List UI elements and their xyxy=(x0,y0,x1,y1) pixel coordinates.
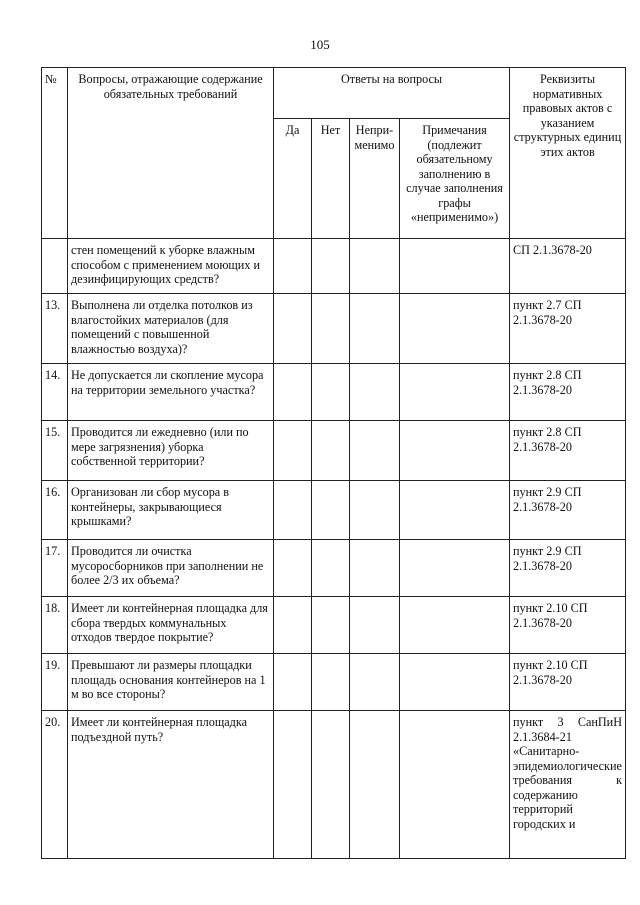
notes-cell[interactable] xyxy=(400,540,510,597)
page-number: 105 xyxy=(310,37,330,52)
table-body xyxy=(42,239,626,859)
row-question: Имеет ли контейнерная площадка подъездной путь? xyxy=(68,711,274,859)
header-answers: Ответы на вопросы xyxy=(274,68,510,119)
row-requisites: пункт 2.9 СП 2.1.3678-20 xyxy=(510,481,626,540)
header-row-top xyxy=(42,68,626,119)
row-requisites: пункт 2.7 СП 2.1.3678-20 xyxy=(510,294,626,364)
row-requisites: пункт 2.10 СП 2.1.3678-20 xyxy=(510,654,626,711)
table-row xyxy=(42,540,626,597)
table-row xyxy=(42,654,626,711)
notes-cell[interactable] xyxy=(400,481,510,540)
row-question: Проводится ли очистка мусоросборников при заполнении не более 2/3 их объема? xyxy=(68,540,274,597)
answer-no-cell[interactable] xyxy=(312,239,350,294)
answer-no-cell[interactable] xyxy=(312,654,350,711)
row-number: 16. xyxy=(42,481,68,540)
answer-yes-cell[interactable] xyxy=(274,597,312,654)
row-number: 17. xyxy=(42,540,68,597)
answer-no-cell[interactable] xyxy=(312,421,350,481)
answer-yes-cell[interactable] xyxy=(274,239,312,294)
checklist-table xyxy=(41,67,626,859)
answer-na-cell[interactable] xyxy=(350,294,400,364)
row-number: 19. xyxy=(42,654,68,711)
answer-yes-cell[interactable] xyxy=(274,711,312,859)
answer-yes-cell[interactable] xyxy=(274,421,312,481)
header-no: Нет xyxy=(312,119,350,239)
answer-na-cell[interactable] xyxy=(350,364,400,421)
row-question: стен помещений к уборке влажным способом с применением моющих и дезинфицирующих средств? xyxy=(68,239,274,294)
row-number: 14. xyxy=(42,364,68,421)
answer-na-cell[interactable] xyxy=(350,711,400,859)
answer-yes-cell[interactable] xyxy=(274,294,312,364)
answer-no-cell[interactable] xyxy=(312,540,350,597)
row-number: 13. xyxy=(42,294,68,364)
notes-cell[interactable] xyxy=(400,364,510,421)
answer-no-cell[interactable] xyxy=(312,711,350,859)
answer-na-cell[interactable] xyxy=(350,481,400,540)
row-question: Имеет ли контейнерная площадка для сбора твердых коммунальных отходов твердое покрытие? xyxy=(68,597,274,654)
notes-cell[interactable] xyxy=(400,654,510,711)
row-question: Превышают ли размеры площадки площадь основания контейнеров на 1 м во все стороны? xyxy=(68,654,274,711)
header-notes: Примечания (подлежит обязательному заполнению в случае заполнения графы «неприменимо») xyxy=(400,119,510,239)
row-question: Проводится ли ежедневно (или по мере загрязнения) уборка собственной территории? xyxy=(68,421,274,481)
table-row xyxy=(42,597,626,654)
answer-na-cell[interactable] xyxy=(350,421,400,481)
table-row xyxy=(42,711,626,859)
answer-no-cell[interactable] xyxy=(312,364,350,421)
notes-cell[interactable] xyxy=(400,597,510,654)
row-requisites: пункт 2.8 СП 2.1.3678-20 xyxy=(510,421,626,481)
answer-yes-cell[interactable] xyxy=(274,540,312,597)
row-question: Выполнена ли отделка потолков из влагостойких материалов (для помещений с повышенной влажностью воздуха)? xyxy=(68,294,274,364)
row-question: Организован ли сбор мусора в контейнеры, закрывающиеся крышками? xyxy=(68,481,274,540)
header-not-applicable: Непри-менимо xyxy=(350,119,400,239)
row-number xyxy=(42,239,68,294)
row-question: Не допускается ли скопление мусора на территории земельного участка? xyxy=(68,364,274,421)
answer-no-cell[interactable] xyxy=(312,294,350,364)
table-header xyxy=(42,68,626,239)
row-number: 15. xyxy=(42,421,68,481)
answer-na-cell[interactable] xyxy=(350,239,400,294)
notes-cell[interactable] xyxy=(400,711,510,859)
header-requisites: Реквизиты нормативных правовых актов с указанием структурных единиц этих актов xyxy=(510,68,626,239)
answer-yes-cell[interactable] xyxy=(274,481,312,540)
table-row xyxy=(42,239,626,294)
table-row xyxy=(42,364,626,421)
header-yes: Да xyxy=(274,119,312,239)
header-question: Вопросы, отражающие содержание обязательных требований xyxy=(68,68,274,239)
table-row xyxy=(42,421,626,481)
notes-cell[interactable] xyxy=(400,239,510,294)
answer-no-cell[interactable] xyxy=(312,481,350,540)
table-row xyxy=(42,481,626,540)
answer-no-cell[interactable] xyxy=(312,597,350,654)
answer-yes-cell[interactable] xyxy=(274,654,312,711)
row-requisites: пункт 2.9 СП 2.1.3678-20 xyxy=(510,540,626,597)
row-number: 20. xyxy=(42,711,68,859)
answer-na-cell[interactable] xyxy=(350,540,400,597)
answer-na-cell[interactable] xyxy=(350,597,400,654)
notes-cell[interactable] xyxy=(400,294,510,364)
table-row xyxy=(42,294,626,364)
row-requisites: пункт 2.8 СП 2.1.3678-20 xyxy=(510,364,626,421)
answer-yes-cell[interactable] xyxy=(274,364,312,421)
header-number: № xyxy=(42,68,68,239)
answer-na-cell[interactable] xyxy=(350,654,400,711)
row-number: 18. xyxy=(42,597,68,654)
row-requisites: пункт 2.10 СП 2.1.3678-20 xyxy=(510,597,626,654)
row-requisites: пункт 3 СанПиН 2.1.3684-21 «Санитарно-эпидемиологические требования к содержанию территорий городских и xyxy=(510,711,626,859)
notes-cell[interactable] xyxy=(400,421,510,481)
row-requisites: СП 2.1.3678-20 xyxy=(510,239,626,294)
